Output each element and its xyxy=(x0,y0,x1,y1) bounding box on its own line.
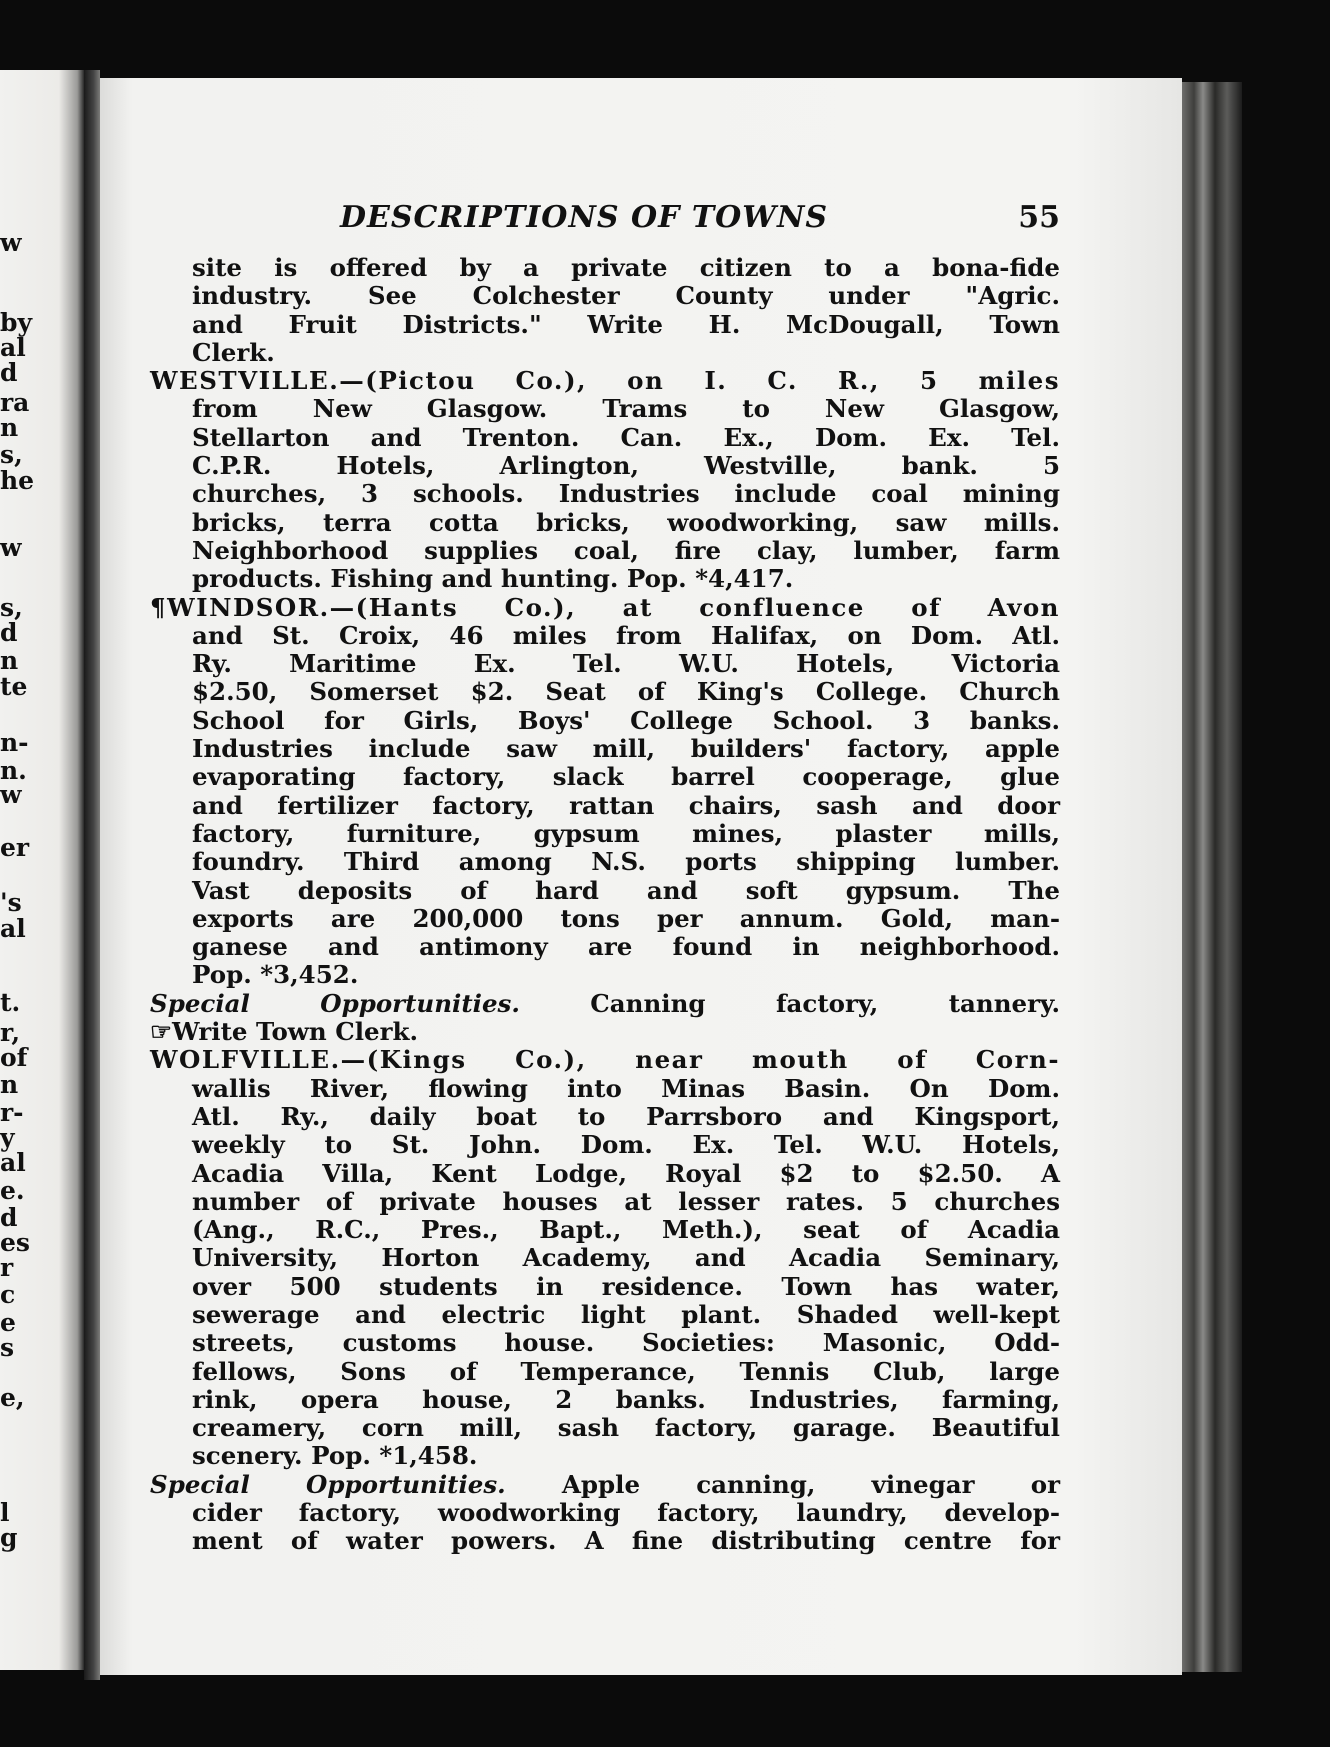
left-page-fragment: w xyxy=(0,533,22,562)
left-facing-page xyxy=(0,70,84,1670)
page-number: 55 xyxy=(1018,200,1060,235)
text-line: fellows, Sons of Temperance, Tennis Club, large xyxy=(192,1356,1060,1386)
page-header xyxy=(340,200,1060,242)
text-line: Clerk. xyxy=(192,337,275,367)
text-line: creamery, corn mill, sash factory, garage. Beautiful xyxy=(192,1413,1060,1443)
text-line: ☞Write Town Clerk. xyxy=(150,1017,419,1047)
left-page-fragment: l xyxy=(0,1498,10,1527)
left-page-fragment: n xyxy=(0,413,19,442)
left-page-fragment: r xyxy=(0,1253,14,1282)
left-page-fragment: d xyxy=(0,358,18,387)
running-title: DESCRIPTIONS OF TOWNS xyxy=(340,200,829,235)
town-entry-wolfville: WOLFVILLE.—(Kings Co.), near mouth of Corn- xyxy=(150,1045,1060,1075)
left-page-fragment: ra xyxy=(0,388,30,417)
text-line: Stellarton and Trenton. Can. Ex., Dom. Ex. Tel. xyxy=(192,422,1060,452)
left-page-fragment: y xyxy=(0,1123,15,1152)
page-stack-edge xyxy=(1182,82,1242,1672)
text-line: Industries include saw mill, builders' factory, apple xyxy=(192,734,1060,764)
text-line: weekly to St. John. Dom. Ex. Tel. W.U. Hotels, xyxy=(192,1130,1060,1160)
text-line: wallis River, flowing into Minas Basin. On Dom. xyxy=(192,1073,1060,1103)
left-page-fragment: er xyxy=(0,833,30,862)
text-line: and St. Croix, 46 miles from Halifax, on Dom. Atl. xyxy=(192,620,1060,650)
text-line: foundry. Third among N.S. ports shipping lumber. xyxy=(192,847,1060,877)
text-line: scenery. Pop. *1,458. xyxy=(192,1441,478,1471)
left-page-fragment: of xyxy=(0,1043,28,1072)
left-page-fragment: e xyxy=(0,1308,16,1337)
left-page-fragment: c xyxy=(0,1280,16,1309)
text-line: School for Girls, Boys' College School. 3 banks. xyxy=(192,705,1060,735)
text-line: Neighborhood supplies coal, fire clay, lumber, farm xyxy=(192,535,1060,565)
left-page-fragment: he xyxy=(0,466,35,495)
left-page-fragment: w xyxy=(0,780,22,809)
text-line: cider factory, woodworking factory, laundry, develop- xyxy=(192,1498,1060,1528)
page-body-text xyxy=(150,254,1060,1556)
left-page-fragment: al xyxy=(0,333,26,362)
text-line: Ry. Maritime Ex. Tel. W.U. Hotels, Victoria xyxy=(192,649,1060,679)
text-line: $2.50, Somerset $2. Seat of King's College. Church xyxy=(192,677,1060,707)
left-page-fragment: e, xyxy=(0,1383,25,1412)
text-line: ganese and antimony are found in neighborhood. xyxy=(192,932,1060,962)
left-page-fragment: n xyxy=(0,646,19,675)
special-opportunities-wolfville: Special Opportunities. Apple canning, vinegar or xyxy=(150,1469,1060,1499)
text-line: sewerage and electric light plant. Shaded well-kept xyxy=(192,1299,1060,1329)
text-line: bricks, terra cotta bricks, woodworking, saw mills. xyxy=(192,507,1060,537)
left-page-fragment: n- xyxy=(0,728,29,757)
left-page-fragment: n. xyxy=(0,756,27,785)
left-page-fragment: al xyxy=(0,914,26,943)
town-entry-windsor: ¶WINDSOR.—(Hants Co.), at confluence of Avon xyxy=(150,592,1060,622)
text-line: Acadia Villa, Kent Lodge, Royal $2 to $2.50. A xyxy=(192,1158,1060,1188)
text-line: exports are 200,000 tons per annum. Gold, man- xyxy=(192,903,1060,933)
text-line: University, Horton Academy, and Acadia Seminary, xyxy=(192,1243,1060,1273)
left-page-fragment: by xyxy=(0,308,33,337)
left-page-fragment: s xyxy=(0,1333,15,1362)
text-line: Vast deposits of hard and soft gypsum. The xyxy=(192,875,1060,905)
left-page-fragment: al xyxy=(0,1148,26,1177)
text-line: number of private houses at lesser rates. 5 churches xyxy=(192,1186,1060,1216)
town-entry-westville: WESTVILLE.—(Pictou Co.), on I. C. R., 5 miles xyxy=(150,366,1060,396)
left-page-fragment: es xyxy=(0,1228,30,1257)
left-page-fragment: t. xyxy=(0,988,21,1017)
text-line: products. Fishing and hunting. Pop. *4,417. xyxy=(192,564,794,594)
left-page-fragment: d xyxy=(0,618,18,647)
text-line: churches, 3 schools. Industries include coal mining xyxy=(192,479,1060,509)
text-line: from New Glasgow. Trams to New Glasgow, xyxy=(192,394,1060,424)
text-line: C.P.R. Hotels, Arlington, Westville, bank. 5 xyxy=(192,451,1060,481)
left-page-fragment: te xyxy=(0,672,28,701)
book-gutter xyxy=(84,70,100,1680)
text-line: factory, furniture, gypsum mines, plaster mills, xyxy=(192,818,1060,848)
text-line: streets, customs house. Societies: Masonic, Odd- xyxy=(192,1328,1060,1358)
text-line: rink, opera house, 2 banks. Industries, farming, xyxy=(192,1384,1060,1414)
text-line: ment of water powers. A fine distributing centre for xyxy=(192,1526,1060,1556)
text-line: Pop. *3,452. xyxy=(192,960,359,990)
left-page-fragment: w xyxy=(0,228,22,257)
text-line: and Fruit Districts." Write H. McDougall, Town xyxy=(192,309,1060,339)
left-page-fragment: d xyxy=(0,1203,18,1232)
left-page-fragment: e. xyxy=(0,1176,25,1205)
text-line: evaporating factory, slack barrel cooperage, glue xyxy=(192,762,1060,792)
left-page-fragment: r, xyxy=(0,1018,21,1047)
text-line: site is offered by a private citizen to a bona-fide xyxy=(192,253,1060,282)
left-page-fragment: s, xyxy=(0,593,23,622)
text-line: industry. See Colchester County under "Agric. xyxy=(192,281,1060,311)
left-page-fragment: s, xyxy=(0,440,23,469)
left-page-fragment: 's xyxy=(0,888,22,917)
left-page-fragment: g xyxy=(0,1523,18,1552)
left-page-fragment: n xyxy=(0,1070,19,1099)
text-line: over 500 students in residence. Town has water, xyxy=(192,1271,1060,1301)
text-line: and fertilizer factory, rattan chairs, sash and door xyxy=(192,790,1060,820)
left-page-fragment: r- xyxy=(0,1098,24,1127)
special-opportunities-windsor: Special Opportunities. Canning factory, tannery. xyxy=(150,988,1060,1018)
text-line: Atl. Ry., daily boat to Parrsboro and Kingsport, xyxy=(192,1101,1060,1131)
text-line: (Ang., R.C., Pres., Bapt., Meth.), seat of Acadia xyxy=(192,1215,1060,1245)
